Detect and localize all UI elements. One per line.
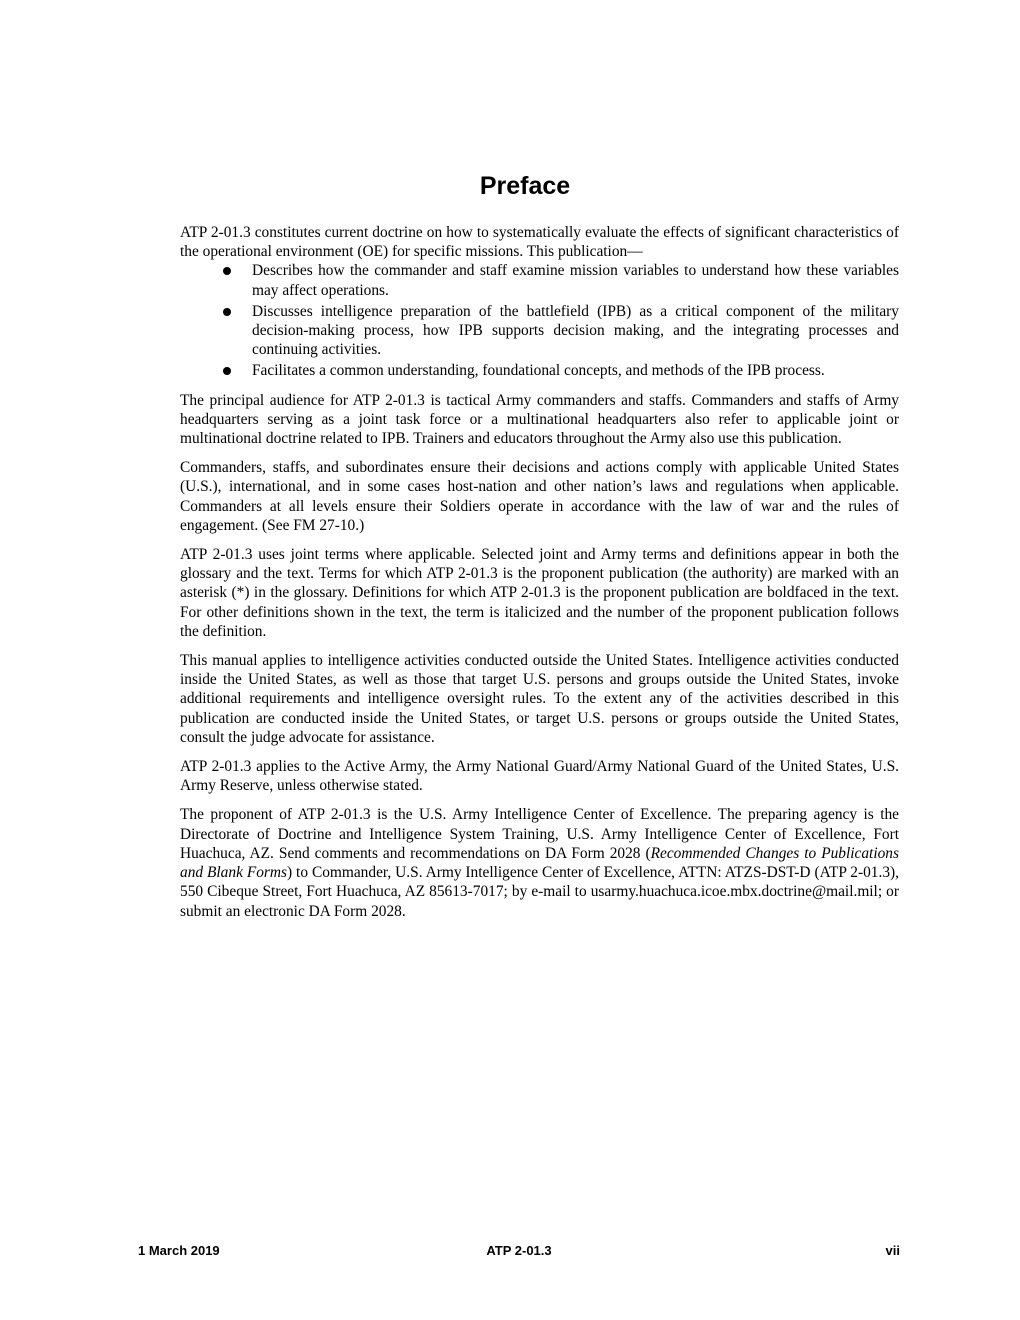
terms-paragraph: ATP 2-01.3 uses joint terms where applicable. Selected joint and Army terms and definitions appear in both the glossary and the text. Terms for which ATP 2-01.3 is the proponent publication (the authority) are marked with an asterisk (*) in the glossary. Definitions for which ATP 2-01.3 is the proponent publication are boldfaced in the text. For other definitions shown in the text, the term is italicized and the number of the proponent publication follows the definition.	[180, 546, 899, 640]
page-footer	[138, 1243, 900, 1263]
intro-paragraph: ATP 2-01.3 constitutes current doctrine on how to systematically evaluate the effects of significant characteristics of the operational environment (OE) for specific missions. This publication—	[180, 224, 899, 261]
list-item-text: Describes how the commander and staff examine mission variables to understand how these variables may affect operations.	[252, 262, 899, 299]
list-item	[180, 261, 899, 299]
bullet-list	[180, 261, 899, 380]
list-item	[180, 361, 899, 380]
bullet-icon	[223, 267, 231, 275]
form-title: Recommended Changes to Publications and Blank Forms	[180, 844, 899, 882]
list-item-text: Facilitates a common understanding, foundational concepts, and methods of the IPB process.	[252, 362, 825, 380]
list-item-text: Discusses intelligence preparation of the battlefield (IPB) as a critical component of the military decision-making process, how IPB supports decision making, and the integrating processes and continuing activities.	[252, 302, 899, 359]
footer-page-number: vii	[885, 1243, 900, 1258]
proponent-text: The proponent of ATP 2-01.3 is the U.S. Army Intelligence Center of Excellence. The preparing agency is the Directorate of Doctrine and Intelligence System Training, U.S. Army Intelligence Center of Excellence, Fort Huachuca, AZ. Send comments and recommendations on DA Form 2028 (	[180, 806, 899, 862]
applicability-paragraph: ATP 2-01.3 applies to the Active Army, the Army National Guard/Army National Guard of the United States, U.S. Army Reserve, unless otherwise stated.	[180, 758, 899, 795]
page-title: Preface	[479, 172, 571, 200]
proponent-text-continued: ) to Commander, U.S. Army Intelligence Center of Excellence, ATTN: ATZS-DST-D (ATP 2-01.3), 550 Cibeque Street, Fort Huachuca, AZ 85613-7017; by e-mail to usarmy.huachuca.icoe.mbx.doctrine@mail.mil; or submit an electronic DA Form 2028.	[180, 864, 900, 920]
footer-date: 1 March 2019	[138, 1243, 220, 1258]
preface-body	[180, 223, 899, 931]
intelligence-scope-paragraph: This manual applies to intelligence activities conducted outside the United States. Intelligence activities conducted inside the United States, as well as those that target U.S. persons and groups outside the United States, invoke additional requirements and intelligence oversight rules. To the extent any of the activities described in this publication are conducted inside the United States, or target U.S. persons or groups outside the United States, consult the judge advocate for assistance.	[180, 652, 899, 746]
proponent-paragraph	[180, 805, 899, 920]
compliance-paragraph: Commanders, staffs, and subordinates ensure their decisions and actions comply with applicable United States (U.S.), international, and in some cases host-nation and other nation’s laws and regulations when applicable. Commanders at all levels ensure their Soldiers operate in accordance with the law of war and the rules of engagement. (See FM 27-10.)	[180, 459, 899, 534]
bullet-icon	[223, 367, 231, 375]
audience-paragraph: The principal audience for ATP 2-01.3 is tactical Army commanders and staffs. Commanders and staffs of Army headquarters serving as a joint task force or a multinational headquarters also refer to applicable joint or multinational doctrine related to IPB. Trainers and educators throughout the Army also use this publication.	[180, 391, 899, 448]
list-item	[180, 302, 899, 360]
footer-publication: ATP 2-01.3	[486, 1243, 552, 1258]
bullet-icon	[223, 308, 231, 316]
